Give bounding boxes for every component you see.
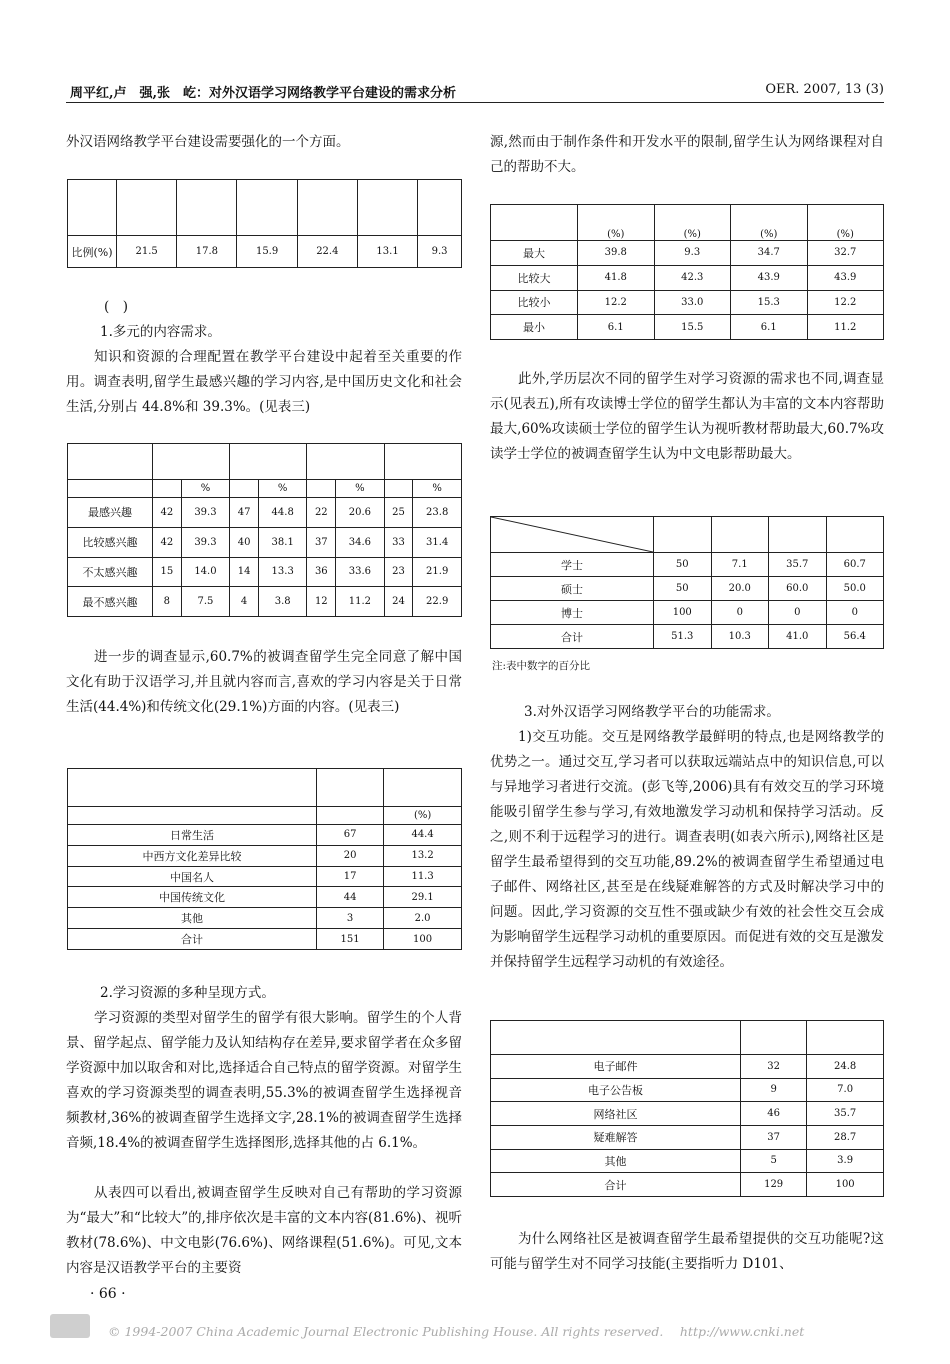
row-label: 不太感兴趣 (68, 557, 153, 587)
pct-header: % (336, 480, 385, 498)
table-row (491, 1102, 884, 1126)
table-cell: 2.0 (384, 908, 462, 929)
table-ratio (67, 179, 462, 268)
table-cell: 36 (307, 557, 336, 587)
table-row (491, 1055, 884, 1079)
paragraph-interaction: 1)交互功能。交互是网络教学最鲜明的特点,也是网络教学的优势之一。通过交互,学习者可以获取远端站点中的知识信息,可以与异地学习者进行交流。(彭飞等,2006)具有有效交互的学习环境能吸引留学生参与学习,有效地激发学习动机和保持学习活动。反之,则不利于远程学习的进行。调查表明(如表六所示),网络社区是留学生最希望得到的交互功能,89.2%的被调查留学生希望通过电子邮件、网络社区,甚至是在线疑难解答的方式及时解决学习中的问题。因此,学习资源的交互性不强或缺少有效的社会性交互会成为影响留学生远程学习动机的重要原因。而促进有效的交互是激发并保持留学生远程学习动机的有效途径。 (490, 729, 884, 970)
table-cell: 3 (317, 908, 384, 929)
table-cell: 11.3 (384, 866, 462, 887)
table-row (68, 929, 462, 950)
running-header-journal: OER. 2007, 13 (3) (765, 82, 884, 97)
table-cell: 20.0 (711, 577, 769, 601)
diagonal-header-cell (491, 517, 654, 553)
table-cell: 9 (741, 1078, 807, 1102)
table-cell: 37 (307, 527, 336, 557)
pct-header: (%) (731, 205, 808, 241)
table-cell: 15.3 (731, 290, 808, 315)
table-cell: 50.0 (826, 577, 884, 601)
table-row (491, 1078, 884, 1102)
page-number: · 66 · (90, 1286, 126, 1302)
table-cell: 22.9 (413, 587, 462, 617)
table-cell: 4 (230, 587, 259, 617)
table-cell: 32.7 (807, 241, 884, 266)
table-cell: 33 (384, 527, 413, 557)
row-label: 最感兴趣 (68, 498, 153, 528)
row-label: 电子公告板 (491, 1078, 741, 1102)
paragraph-content-needs: 知识和资源的合理配置在教学平台建设中起着至关重要的作用。调查表明,留学生最感兴趣的学习内容,是中国历史文化和社会生活,分别占 44.8%和 39.3%。(见表三) (66, 349, 462, 415)
table-resource-help (490, 204, 884, 340)
row-label: 合计 (491, 625, 654, 649)
table-cell: 34.6 (336, 527, 385, 557)
pct-header: (%) (654, 205, 731, 241)
table-row (68, 557, 462, 587)
row-label: 日常生活 (68, 825, 317, 846)
table-interest (67, 443, 462, 617)
table-cell: 0 (826, 601, 884, 625)
table-cell: 100 (807, 1173, 884, 1197)
paragraph-table4-intro: 从表四可以看出,被调查留学生反映对自己有帮助的学习资源为“最大”和“比较大”的,排序依次是丰富的文本内容(81.6%)、视听教材(78.6%)、中文电影(76.6%)、网络课程(51.6%)。可见,文本内容是汉语教学平台的主要资 (66, 1185, 462, 1276)
table-row (491, 1149, 884, 1173)
table-row (491, 265, 884, 290)
table-cell: 151 (317, 929, 384, 950)
table-cell: 25 (384, 498, 413, 528)
table-cell: 12.2 (578, 290, 655, 315)
row-label: 比较大 (491, 265, 578, 290)
table-row (491, 290, 884, 315)
table-degree (490, 516, 884, 649)
table-row (491, 1125, 884, 1149)
table-row (491, 241, 884, 266)
table-cell: 29.1 (384, 887, 462, 908)
table-cell: 44.4 (384, 825, 462, 846)
table-cell: 17.8 (177, 236, 237, 268)
table-cell: 35.7 (807, 1102, 884, 1126)
table-cell: 56.4 (826, 625, 884, 649)
table-row (491, 601, 884, 625)
table-cell: 39.3 (181, 527, 230, 557)
table-row (491, 625, 884, 649)
row-label: 比较感兴趣 (68, 527, 153, 557)
table-cell: 43.9 (807, 265, 884, 290)
paragraph-culture: 进一步的调查显示,60.7%的被调查留学生完全同意了解中国文化有助于汉语学习,并且就内容而言,喜欢的学习内容是关于日常生活(44.4%)和传统文化(29.1%)方面的内容。(见表三) (66, 649, 462, 715)
table-cell: 11.2 (807, 315, 884, 340)
table-cell: 129 (741, 1173, 807, 1197)
table-cell: 50 (654, 577, 712, 601)
table-cell: 47 (230, 498, 259, 528)
row-label: 博士 (491, 601, 654, 625)
table-row (491, 315, 884, 340)
table-row (68, 498, 462, 528)
table-cell: 51.3 (654, 625, 712, 649)
table-cell: 28.7 (807, 1125, 884, 1149)
table-cell: 41.0 (769, 625, 827, 649)
table-cell: 13.2 (384, 845, 462, 866)
copyright-footer: © 1994-2007 China Academic Journal Electronic Publishing House. All rights reserved. http://www.cnki.net (108, 1324, 805, 1339)
pct-header: (%) (578, 205, 655, 241)
section-title-paren: ( ) (104, 299, 129, 315)
table-cell: 38.1 (258, 527, 307, 557)
table-cell: 60.7 (826, 553, 884, 577)
table-cell: 15.5 (654, 315, 731, 340)
table-cell: 21.5 (117, 236, 177, 268)
table-cell: 13.3 (258, 557, 307, 587)
table-cell: 12 (307, 587, 336, 617)
row-label: 疑难解答 (491, 1125, 741, 1149)
table-cell: 43.9 (731, 265, 808, 290)
table-row (491, 577, 884, 601)
table-cell: 37 (741, 1125, 807, 1149)
table-row (68, 866, 462, 887)
row-label: 其他 (491, 1149, 741, 1173)
table-cell: 22.4 (297, 236, 357, 268)
table-cell: 44.8 (258, 498, 307, 528)
cnki-logo-icon (50, 1314, 90, 1338)
table-cell: 7.1 (711, 553, 769, 577)
table-cell: 32 (741, 1055, 807, 1079)
table-cell: 33.6 (336, 557, 385, 587)
table-cell: 20 (317, 845, 384, 866)
table-cell: 7.5 (181, 587, 230, 617)
table-cell: 6.1 (731, 315, 808, 340)
table-cell: 50 (654, 553, 712, 577)
paragraph-network-community: 为什么网络社区是被调查留学生最希望提供的交互功能呢?这可能与留学生对不同学习技能(主要指听力 D101、 (490, 1231, 884, 1272)
table-cell: 14 (230, 557, 259, 587)
table-cell: 22 (307, 498, 336, 528)
table-ratio-label: 比例(%) (68, 236, 117, 268)
table-cell: 15 (153, 557, 182, 587)
table-cell: 10.3 (711, 625, 769, 649)
diagonal-line (491, 517, 653, 552)
table-cell: 17 (317, 866, 384, 887)
table-cell: 15.9 (237, 236, 297, 268)
table-interaction (490, 1020, 884, 1197)
table-cell: 31.4 (413, 527, 462, 557)
pct-header: % (258, 480, 307, 498)
table-cell: 7.0 (807, 1078, 884, 1102)
table-cell: 23.8 (413, 498, 462, 528)
table-cell: 100 (384, 929, 462, 950)
table-cell: 42 (153, 527, 182, 557)
table-note: 注:表中数字的百分比 (492, 660, 591, 672)
table-cell: 100 (654, 601, 712, 625)
row-label: 合计 (68, 929, 317, 950)
table-row (68, 825, 462, 846)
table-cell: 40 (230, 527, 259, 557)
row-label: 最不感兴趣 (68, 587, 153, 617)
table-cell: 12.2 (807, 290, 884, 315)
table-cell: 20.6 (336, 498, 385, 528)
paragraph-degree-levels: 此外,学历层次不同的留学生对学习资源的需求也不同,调查显示(见表五),所有攻读博士学位的留学生都认为丰富的文本内容帮助最大,60%攻读硕士学位的留学生认为视听教材帮助最大,60.7%攻读学士学位的被调查留学生认为中文电影帮助最大。 (490, 371, 884, 462)
table-cell: 34.7 (731, 241, 808, 266)
row-label: 中国传统文化 (68, 887, 317, 908)
table-row (68, 845, 462, 866)
table-cell: 21.9 (413, 557, 462, 587)
table-cell: 41.8 (578, 265, 655, 290)
row-label: 最小 (491, 315, 578, 340)
table-cell: 11.2 (336, 587, 385, 617)
table-cell: 5 (741, 1149, 807, 1173)
table-cell: 9.3 (418, 236, 462, 268)
row-label: 比较小 (491, 290, 578, 315)
row-label: 电子邮件 (491, 1055, 741, 1079)
table-cell: 24.8 (807, 1055, 884, 1079)
table-cell: 13.1 (357, 236, 417, 268)
table-cell: 3.9 (807, 1149, 884, 1173)
table-row (68, 887, 462, 908)
row-label: 其他 (68, 908, 317, 929)
table-cell: 35.7 (769, 553, 827, 577)
table-row (68, 908, 462, 929)
table-cell: 8 (153, 587, 182, 617)
table-cell: 3.8 (258, 587, 307, 617)
table-cell: 33.0 (654, 290, 731, 315)
row-label: 合计 (491, 1173, 741, 1197)
pct-header: (%) (807, 205, 884, 241)
pct-header: % (413, 480, 462, 498)
table-cell: 0 (769, 601, 827, 625)
table-row (491, 1173, 884, 1197)
paragraph-resource-types: 学习资源的类型对留学生的留学有很大影响。留学生的个人背景、留学起点、留学能力及认知结构存在差异,要求留学者在众多留学资源中加以取舍和对比,选择适合自己特点的留学资源。对留学生喜欢的学习资源类型的调查表明,55.3%的被调查留学生选择视音频教材,36%的被调查留学生选择文字,28.1%的被调查留学生选择音频,18.4%的被调查留学生选择图形,选择其他的占 6.1%。 (66, 1010, 462, 1151)
table-row (68, 587, 462, 617)
table-cell: 42.3 (654, 265, 731, 290)
pct-header: (%) (384, 807, 462, 825)
row-label: 最大 (491, 241, 578, 266)
row-label: 中国名人 (68, 866, 317, 887)
running-header-title: 周平红,卢 强,张 屹：对外汉语学习网络教学平台建设的需求分析 (70, 86, 457, 101)
paragraph-continuation: 外汉语网络教学平台建设需要强化的一个方面。 (66, 134, 350, 150)
table-row (491, 553, 884, 577)
table-cell: 6.1 (578, 315, 655, 340)
table-cell: 46 (741, 1102, 807, 1126)
header-rule (66, 102, 884, 103)
table-cell: 60.0 (769, 577, 827, 601)
row-label: 学士 (491, 553, 654, 577)
row-label: 中西方文化差异比较 (68, 845, 317, 866)
table-topics (67, 768, 462, 950)
table-cell: 0 (711, 601, 769, 625)
table-cell: 23 (384, 557, 413, 587)
table-cell: 14.0 (181, 557, 230, 587)
table-cell: 9.3 (654, 241, 731, 266)
heading-content-needs: 1.多元的内容需求。 (100, 324, 221, 340)
table-row (68, 527, 462, 557)
table-cell: 24 (384, 587, 413, 617)
heading-functional-needs: 3.对外汉语学习网络教学平台的功能需求。 (524, 704, 780, 720)
table-cell: 39.8 (578, 241, 655, 266)
table-cell: 67 (317, 825, 384, 846)
table-cell: 42 (153, 498, 182, 528)
heading-resource-forms: 2.学习资源的多种呈现方式。 (100, 985, 275, 1001)
table-cell: 44 (317, 887, 384, 908)
row-label: 硕士 (491, 577, 654, 601)
table-cell: 39.3 (181, 498, 230, 528)
row-label: 网络社区 (491, 1102, 741, 1126)
paragraph-continuation-right: 源,然而由于制作条件和开发水平的限制,留学生认为网络课程对自己的帮助不大。 (490, 134, 884, 175)
pct-header: % (181, 480, 230, 498)
